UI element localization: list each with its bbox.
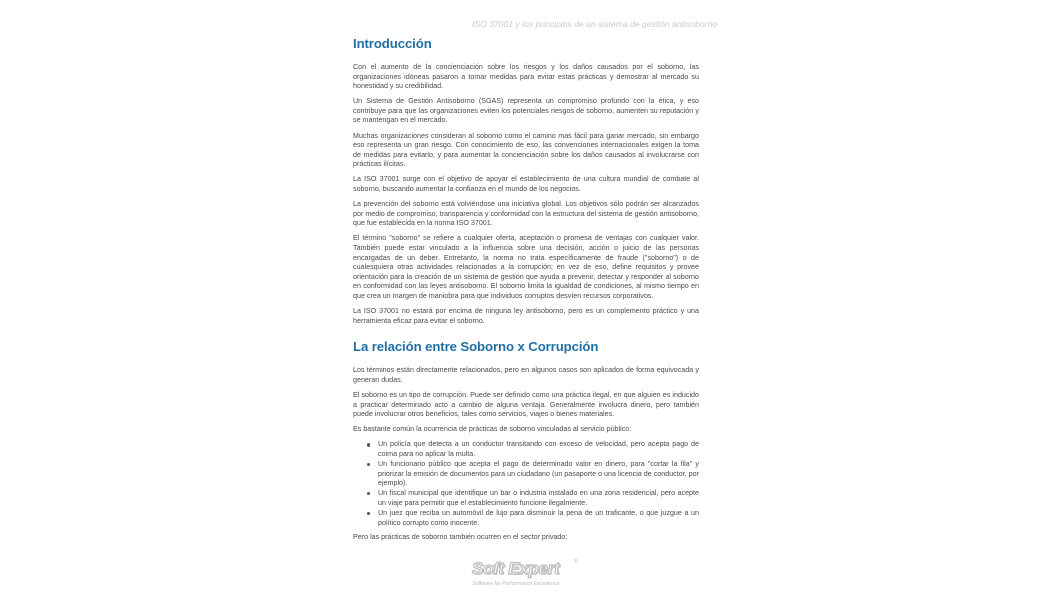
- section-title-relation: La relación entre Soborno x Corrupción: [353, 339, 599, 355]
- softexpert-logo: [468, 559, 586, 593]
- paragraph: Un Sistema de Gestión Antisoborno (SGAS) representa un compromiso profundo con la ética, y eso contribuye para que las organizaciones eviten los potenciales riesgos de soborno, aumenten su reputación y se mantengan en el mercado.: [353, 97, 699, 125]
- list-item: [378, 509, 699, 528]
- registered-mark-icon: ®: [574, 559, 578, 565]
- bullet-icon: [367, 512, 370, 515]
- list-item: [378, 489, 699, 508]
- list-item-text: Un fiscal municipal que identifique un bar o industria instalado en una zona residencial, pero acepte un viaje para permitir que el establecimiento funcione ilegalmente.: [378, 489, 699, 507]
- paragraph: La ISO 37001 surge con el objetivo de apoyar el establecimiento de una cultura mundial de combate al soborno, buscando aumentar la confianza en el mundo de los negocios.: [353, 175, 699, 194]
- bullet-list: [353, 440, 699, 528]
- page-content: [353, 35, 699, 548]
- list-item-text: Un funcionario público que acepta el pago de determinado valor en dinero, para "cortar la fila" y priorizar la emisión de documentos para un ciudadano (un pasaporte o una licencia de conductor, por ejemplo).: [378, 460, 699, 488]
- paragraph: Con el aumento de la concienciación sobre los riesgos y los daños causados por el soborno, las organizaciones idóneas pasaron a tomar medidas para evitar estas prácticas y demostrar al mercado su honestidad y su credibilidad.: [353, 63, 699, 91]
- section-introduction: [353, 35, 699, 326]
- section-soborno-corrupcion: [353, 338, 699, 543]
- list-item-text: Un policía que detecta a un conductor transitando con exceso de velocidad, pero acepta pago de coima para no aplicar la multa.: [378, 440, 699, 458]
- bullet-icon: [367, 463, 370, 466]
- paragraph: La ISO 37001 no estará por encima de ninguna ley antisoborno, pero es un complemento práctico y una herramienta eficaz para evitar el soborno.: [353, 307, 699, 325]
- list-item: [378, 460, 699, 489]
- list-item: [378, 440, 699, 459]
- introduction-body: [353, 63, 699, 326]
- paragraph: Los términos están directamente relacionados, pero en algunos casos son aplicados de forma equivocada y generan dudas.: [353, 366, 699, 384]
- list-item-text: Un juez que reciba un automóvil de lujo para disminuir la pena de un traficante, o que juzgue a un político corrupto como inocente.: [378, 508, 699, 527]
- logo-tagline: Software for Performance Excellence: [472, 581, 560, 587]
- section-title-introduction: Introducción: [353, 36, 432, 51]
- paragraph: El soborno es un tipo de corrupción. Puede ser definido como una práctica ilegal, en que alguien es inducido a practicar determinado acto a cambio de alguna ventaja. Generalmente involucra dinero, pero también puede involucrar otros beneficios, tales como servicios, viajes o bienes materiales.: [353, 390, 699, 419]
- bullet-icon: [367, 492, 370, 495]
- paragraph: Pero las prácticas de soborno también ocurren en el sector privado:: [353, 533, 568, 542]
- logo-wordmark: Soft Expert: [472, 559, 560, 578]
- running-header: ISO 37001 y los principios de un sistema de gestión antisoborno: [472, 19, 718, 29]
- paragraph: Muchas organizaciones consideran al soborno como el camino mas fácil para ganar mercado, sin embargo eso representa un gran riesgo. Con conocimiento de eso, las convenciones internacionales exigen la toma de medidas para evitarlo, y para aumentar la concienciación sobre los daños causados al involucrarse con prácticas ilícitas.: [353, 131, 699, 169]
- paragraph: Es bastante común la ocurrencia de prácticas de soborno vinculadas al servicio público:: [353, 425, 632, 434]
- relation-body: [353, 366, 699, 543]
- bullet-icon: [367, 443, 370, 446]
- paragraph: El término "soborno" se refiere a cualquier oferta, aceptación o promesa de ventajas con cualquier valor. También puede estar vinculado a la influencia sobre una decisión, acción o juicio de las personas encargadas de un deber. Entretanto, la norma no trata específicamente de fraude ("soborno") o de cualesquiera otras actividades relacionadas a la corrupción; en vez de eso, define requisitos y provee orientación para la creación de un sistema de gestión que ayuda a prevenir, detectar y responder al soborno en conformidad con las leyes antisoborno. El soborno limita la igualdad de condiciones, al mismo tiempo en que crea un margen de maniobra para que individuos corruptos desvíen recursos corporativos.: [353, 234, 699, 300]
- paragraph: La prevención del soborno está volviéndose una iniciativa global. Los objetivos sólo podrán ser alcanzados por medio de compromiso, transparencia y conformidad con la estructura del sistema de gestión antisoborno, que fue establecida en la norma ISO 37001.: [353, 200, 699, 228]
